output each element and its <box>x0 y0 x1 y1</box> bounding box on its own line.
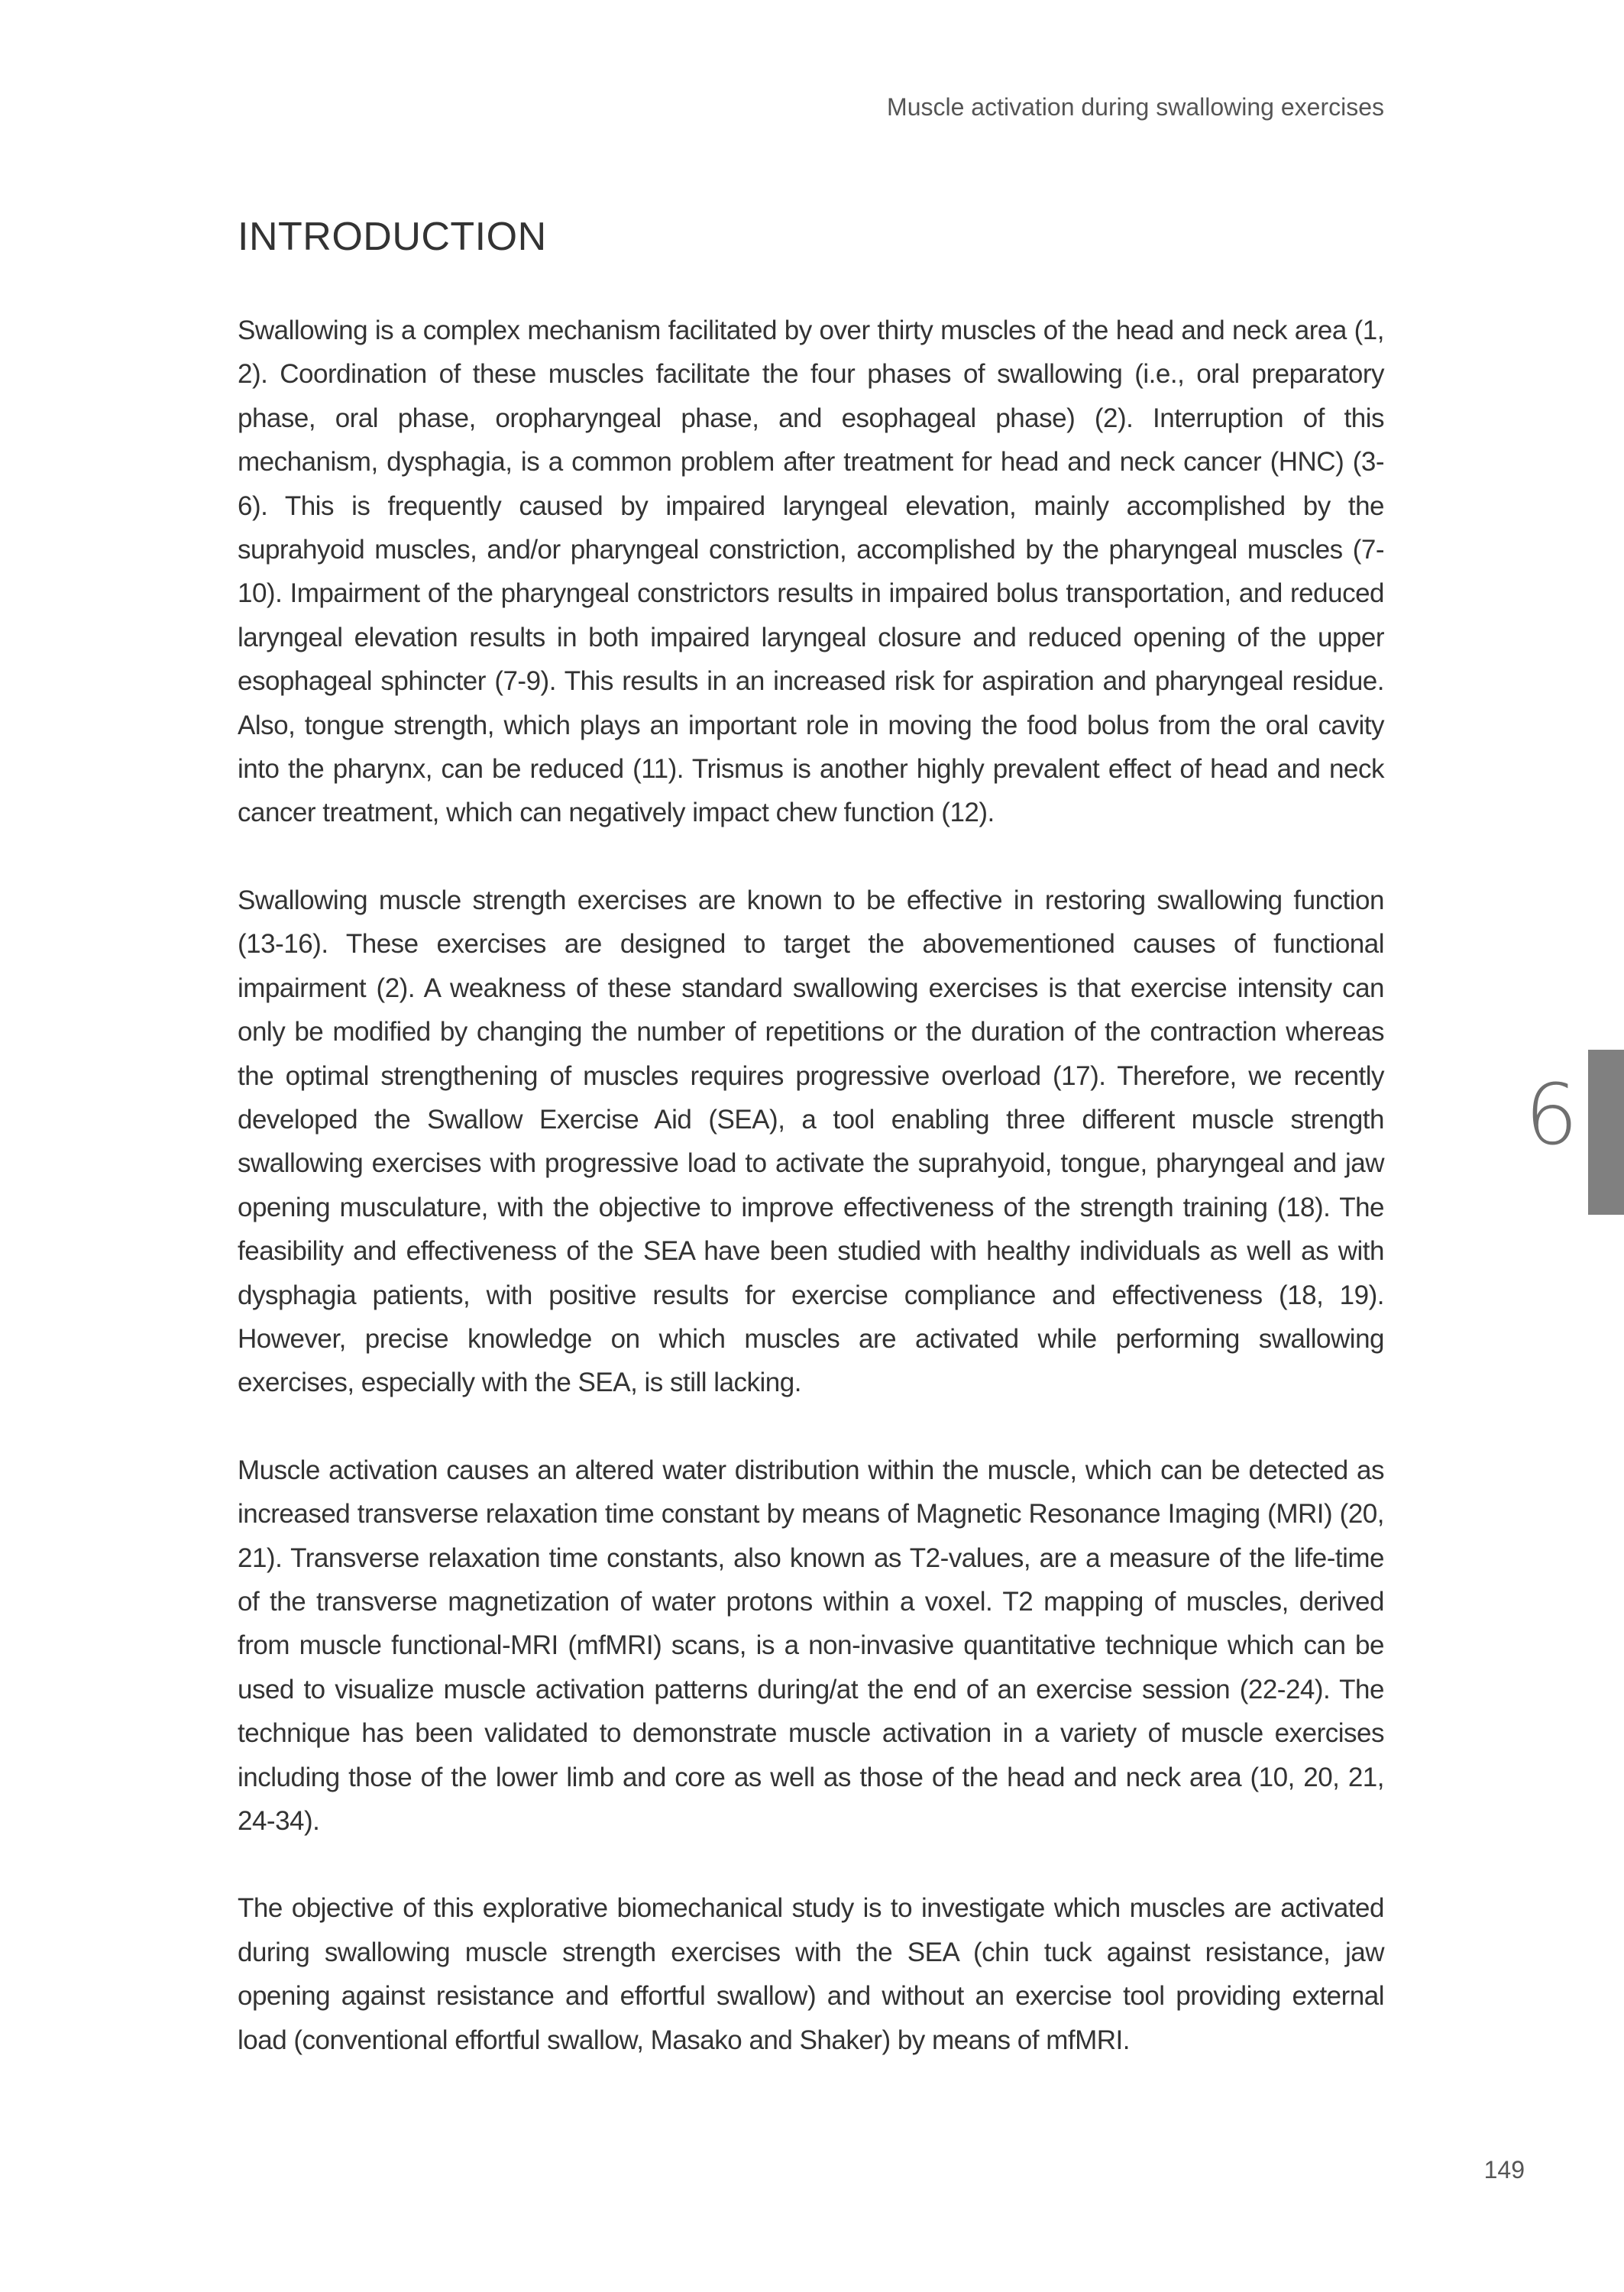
paragraph-1: Swallowing is a complex mechanism facilitated by over thirty muscles of the head and neck area (1, 2). Coordination of these muscles facilitate the four phases of swallowing (i.e., oral preparatory phase, oral phase, oropharyngeal phase, and esophageal phase) (2). Interruption of this mechanism, dysphagia, is a common problem after treatment for head and neck cancer (HNC) (3-6). This is frequently caused by impaired laryngeal elevation, mainly accomplished by the suprahyoid muscles, and/or pharyngeal constriction, accomplished by the pharyngeal muscles (7-10). Impairment of the pharyngeal constrictors results in impaired bolus transportation, and reduced laryngeal elevation results in both impaired laryngeal closure and reduced opening of the upper esophageal sphincter (7-9). This results in an increased risk for aspiration and pharyngeal residue. Also, tongue strength, which plays an important role in moving the food bolus from the oral cavity into the pharynx, can be reduced (11). Trismus is another highly prevalent effect of head and neck cancer treatment, which can negatively impact chew function (12). <box>238 316 1384 828</box>
page-number: 149 <box>1483 2156 1525 2184</box>
paragraph-4: The objective of this explorative biomechanical study is to investigate which muscles are activated during swallowing muscle strength exercises with the SEA (chin tuck against resistance, jaw opening against resistance and effortful swallow) and without an exercise tool providing external load (conventional effortful swallow, Masako and Shaker) by means of mfMRI. <box>238 1893 1384 2055</box>
body-text <box>238 309 1384 2106</box>
section-heading: INTRODUCTION <box>238 215 547 259</box>
paragraph-3: Muscle activation causes an altered water distribution within the muscle, which can be detected as increased transverse relaxation time constant by means of Magnetic Resonance Imaging (MRI) (20, 21). Transverse relaxation time constants, also known as T2-values, are a measure of the life-time of the transverse magnetization of water protons within a voxel. T2 mapping of muscles, derived from muscle functional-MRI (mfMRI) scans, is a non-invasive quantitative technique which can be used to visualize muscle activation patterns during/at the end of an exercise session (22-24). The technique has been validated to demonstrate muscle activation in a variety of muscle exercises including those of the lower limb and core as well as those of the head and neck area (10, 20, 21, 24-34). <box>238 1455 1384 1836</box>
chapter-tab <box>1588 1050 1624 1215</box>
running-header: Muscle activation during swallowing exercises <box>887 93 1384 121</box>
chapter-number: 6 <box>1525 1066 1578 1164</box>
paragraph-2: Swallowing muscle strength exercises are known to be effective in restoring swallowing function (13-16). These exercises are designed to target the abovementioned causes of functional impairment (2). A weakness of these standard swallowing exercises is that exercise intensity can only be modified by changing the number of repetitions or the duration of the contraction whereas the optimal strengthening of muscles requires progressive overload (17). Therefore, we recently developed the Swallow Exercise Aid (SEA), a tool enabling three different muscle strength swallowing exercises with progressive load to activate the suprahyoid, tongue, pharyngeal and jaw opening musculature, with the objective to improve effectiveness of the strength training (18). The feasibility and effectiveness of the SEA have been studied with healthy individuals as well as with dysphagia patients, with positive results for exercise compliance and effectiveness (18, 19). However, precise knowledge on which muscles are activated while performing swallowing exercises, especially with the SEA, is still lacking. <box>238 885 1384 1398</box>
